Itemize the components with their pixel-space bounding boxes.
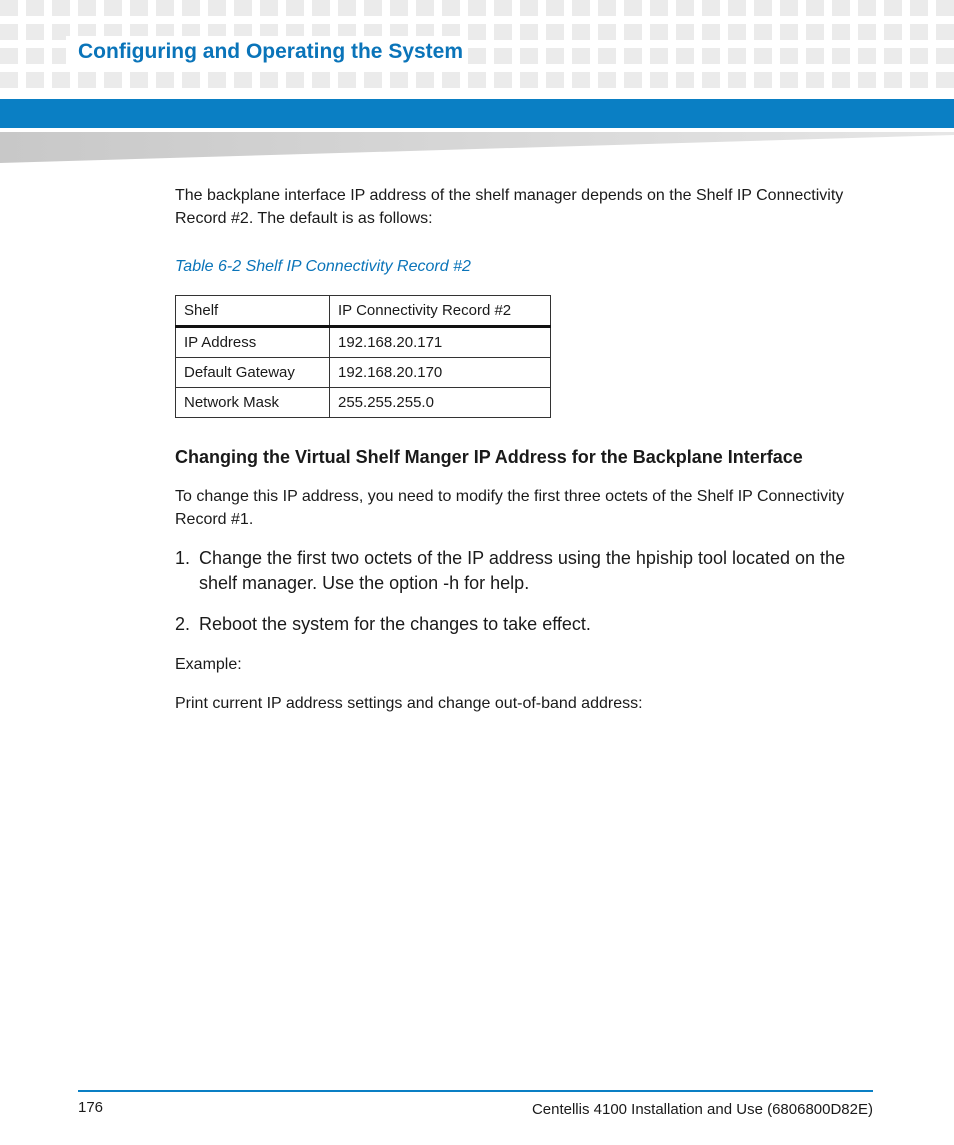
- table-row: [176, 388, 551, 418]
- step-number: 2.: [175, 614, 191, 634]
- step-2: [175, 612, 875, 637]
- table-caption-wrap: [175, 258, 875, 276]
- step-text: Change the first two octets of the IP address using the hpiship tool located on the shelf manager. Use the option -h for help.: [199, 548, 846, 593]
- example-label-wrap: [175, 653, 875, 676]
- section-paragraph-wrap: [175, 485, 875, 531]
- table-row: [176, 358, 551, 388]
- ip-table-wrap: [175, 295, 875, 418]
- table-cell: 255.255.255.0: [330, 388, 551, 418]
- table-cell: Network Mask: [176, 388, 330, 418]
- table-header-cell: Shelf: [176, 296, 330, 327]
- table-cell: Default Gateway: [176, 358, 330, 388]
- table-header-cell: IP Connectivity Record #2: [330, 296, 551, 327]
- step-text: Reboot the system for the changes to take effect.: [199, 614, 591, 634]
- section-paragraph: To change this IP address, you need to modify the first three octets of the Shelf IP Connectivity Record #1.: [175, 488, 845, 528]
- example-label: Example:: [175, 656, 242, 673]
- table-header-row: [176, 296, 551, 327]
- table-cell: IP Address: [176, 327, 330, 358]
- ip-connectivity-table: [175, 295, 551, 418]
- intro-paragraph: The backplane interface IP address of the shelf manager depends on the Shelf IP Connectivity Record #2. The default is as follows:: [175, 187, 844, 227]
- section-heading-wrap: [175, 447, 875, 468]
- header-band: [0, 99, 954, 128]
- step-number: 1.: [175, 548, 191, 568]
- table-row: [176, 327, 551, 358]
- footer-rule: [78, 1090, 873, 1092]
- example-text-wrap: [175, 692, 875, 715]
- chapter-title: Configuring and Operating the System: [78, 40, 464, 63]
- section-heading: Changing the Virtual Shelf Manger IP Address for the Backplane Interface: [175, 447, 803, 467]
- example-text: Print current IP address settings and change out-of-band address:: [175, 695, 643, 712]
- table-caption: Table 6-2 Shelf IP Connectivity Record #2: [175, 258, 471, 275]
- document-title: Centellis 4100 Installation and Use (6806800D82E): [531, 1101, 873, 1118]
- intro-paragraph-wrap: [175, 184, 875, 230]
- table-cell: 192.168.20.170: [330, 358, 551, 388]
- header-wedge: [0, 132, 954, 163]
- step-1: [175, 546, 875, 596]
- table-cell: 192.168.20.171: [330, 327, 551, 358]
- page-number: 176: [78, 1099, 104, 1116]
